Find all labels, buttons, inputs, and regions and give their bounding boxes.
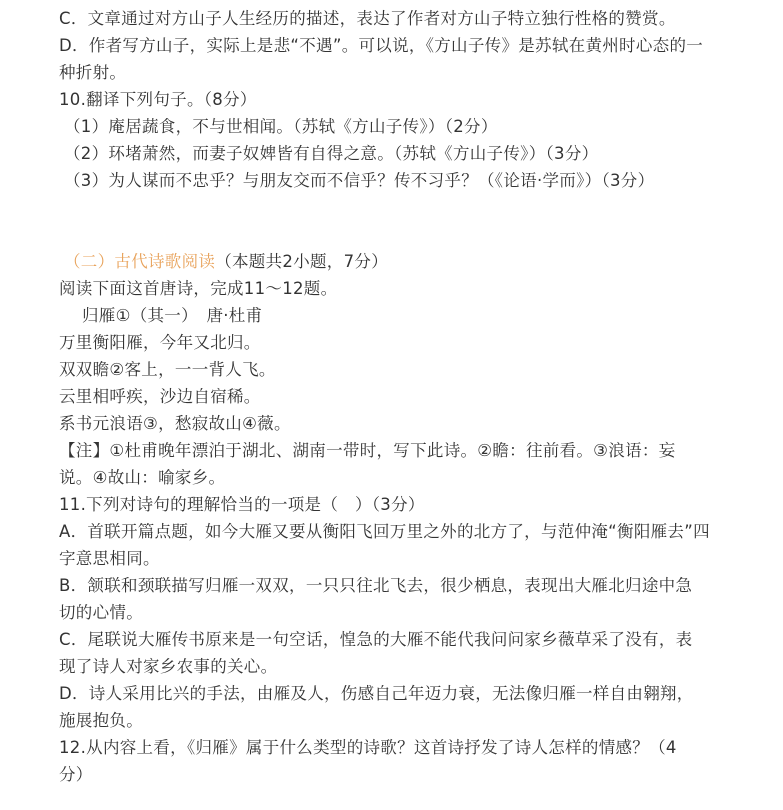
question-11-option-c-continued: 现了诗人对家乡农事的关心。 bbox=[59, 657, 278, 676]
question-12-stem: 12.从内容上看，《归雁》属于什么类型的诗歌？这首诗抒发了诗人怎样的情感？（4 bbox=[59, 738, 677, 757]
poem-verse-2: 双双瞻②客上，一一背人飞。 bbox=[59, 360, 276, 379]
option-d-q9-continued: 种折射。 bbox=[59, 63, 127, 82]
option-d-q9: D．作者写方山子，实际上是悲“不遇”。可以说，《方山子传》是苏轼在黄州时心态的一 bbox=[59, 36, 704, 55]
question-10-item-2: （2）环堵萧然，而妻子奴婢皆有自得之意。（苏轼《方山子传》）（3分） bbox=[64, 144, 599, 163]
section-heading bbox=[64, 248, 388, 275]
question-11-option-a: A．首联开篇点题，如今大雁又要从衡阳飞回万里之外的北方了，与范仲淹“衡阳雁去”四 bbox=[59, 522, 710, 541]
poem-notes: 【注】①杜甫晚年漂泊于湖北、湖南一带时，写下此诗。②瞻：往前看。③浪语：妄 bbox=[59, 441, 676, 460]
question-11-option-d: D．诗人采用比兴的手法，由雁及人，伤感自己年迈力衰，无法像归雁一样自由翱翔， bbox=[59, 684, 694, 703]
option-c-q9: C．文章通过对方山子人生经历的描述，表达了作者对方山子特立独行性格的赞赏。 bbox=[59, 9, 676, 28]
section-intro: 阅读下面这首唐诗，完成11～12题。 bbox=[59, 279, 338, 298]
question-11-option-b: B．颔联和颈联描写归雁一双双，一只只往北飞去，很少栖息，表现出大雁北归途中急 bbox=[59, 576, 693, 595]
poem-verse-3: 云里相呼疾，沙边自宿稀。 bbox=[59, 387, 261, 406]
poem-verse-1: 万里衡阳雁，今年又北归。 bbox=[59, 333, 261, 352]
poem-verse-4: 系书元浪语③，愁寂故山④薇。 bbox=[59, 414, 291, 433]
question-10-stem: 10.翻译下列句子。（8分） bbox=[59, 90, 257, 109]
poem-notes-continued: 说。④故山：喻家乡。 bbox=[59, 468, 226, 487]
question-11-option-d-continued: 施展抱负。 bbox=[59, 711, 143, 730]
question-11-option-c: C．尾联说大雁传书原来是一句空话，惶急的大雁不能代我问问家乡薇草采了没有，表 bbox=[59, 630, 693, 649]
question-12-stem-continued: 分） bbox=[59, 765, 93, 784]
question-10-item-3: （3）为人谋而不忠乎？与朋友交而不信乎？传不习乎？（《论语·学而》）（3分） bbox=[64, 171, 655, 190]
section-heading-title: （二）古代诗歌阅读 bbox=[64, 252, 216, 271]
question-11-stem: 11.下列对诗句的理解恰当的一项是（ ）（3分） bbox=[59, 495, 425, 514]
section-heading-note: （本题共2小题，7分） bbox=[215, 252, 388, 271]
poem-title: 归雁①（其一） 唐·杜甫 bbox=[82, 306, 263, 325]
question-11-option-a-continued: 字意思相同。 bbox=[59, 549, 160, 568]
question-10-item-1: （1）庵居蔬食，不与世相闻。（苏轼《方山子传》）（2分） bbox=[64, 117, 498, 136]
question-11-option-b-continued: 切的心情。 bbox=[59, 603, 143, 622]
